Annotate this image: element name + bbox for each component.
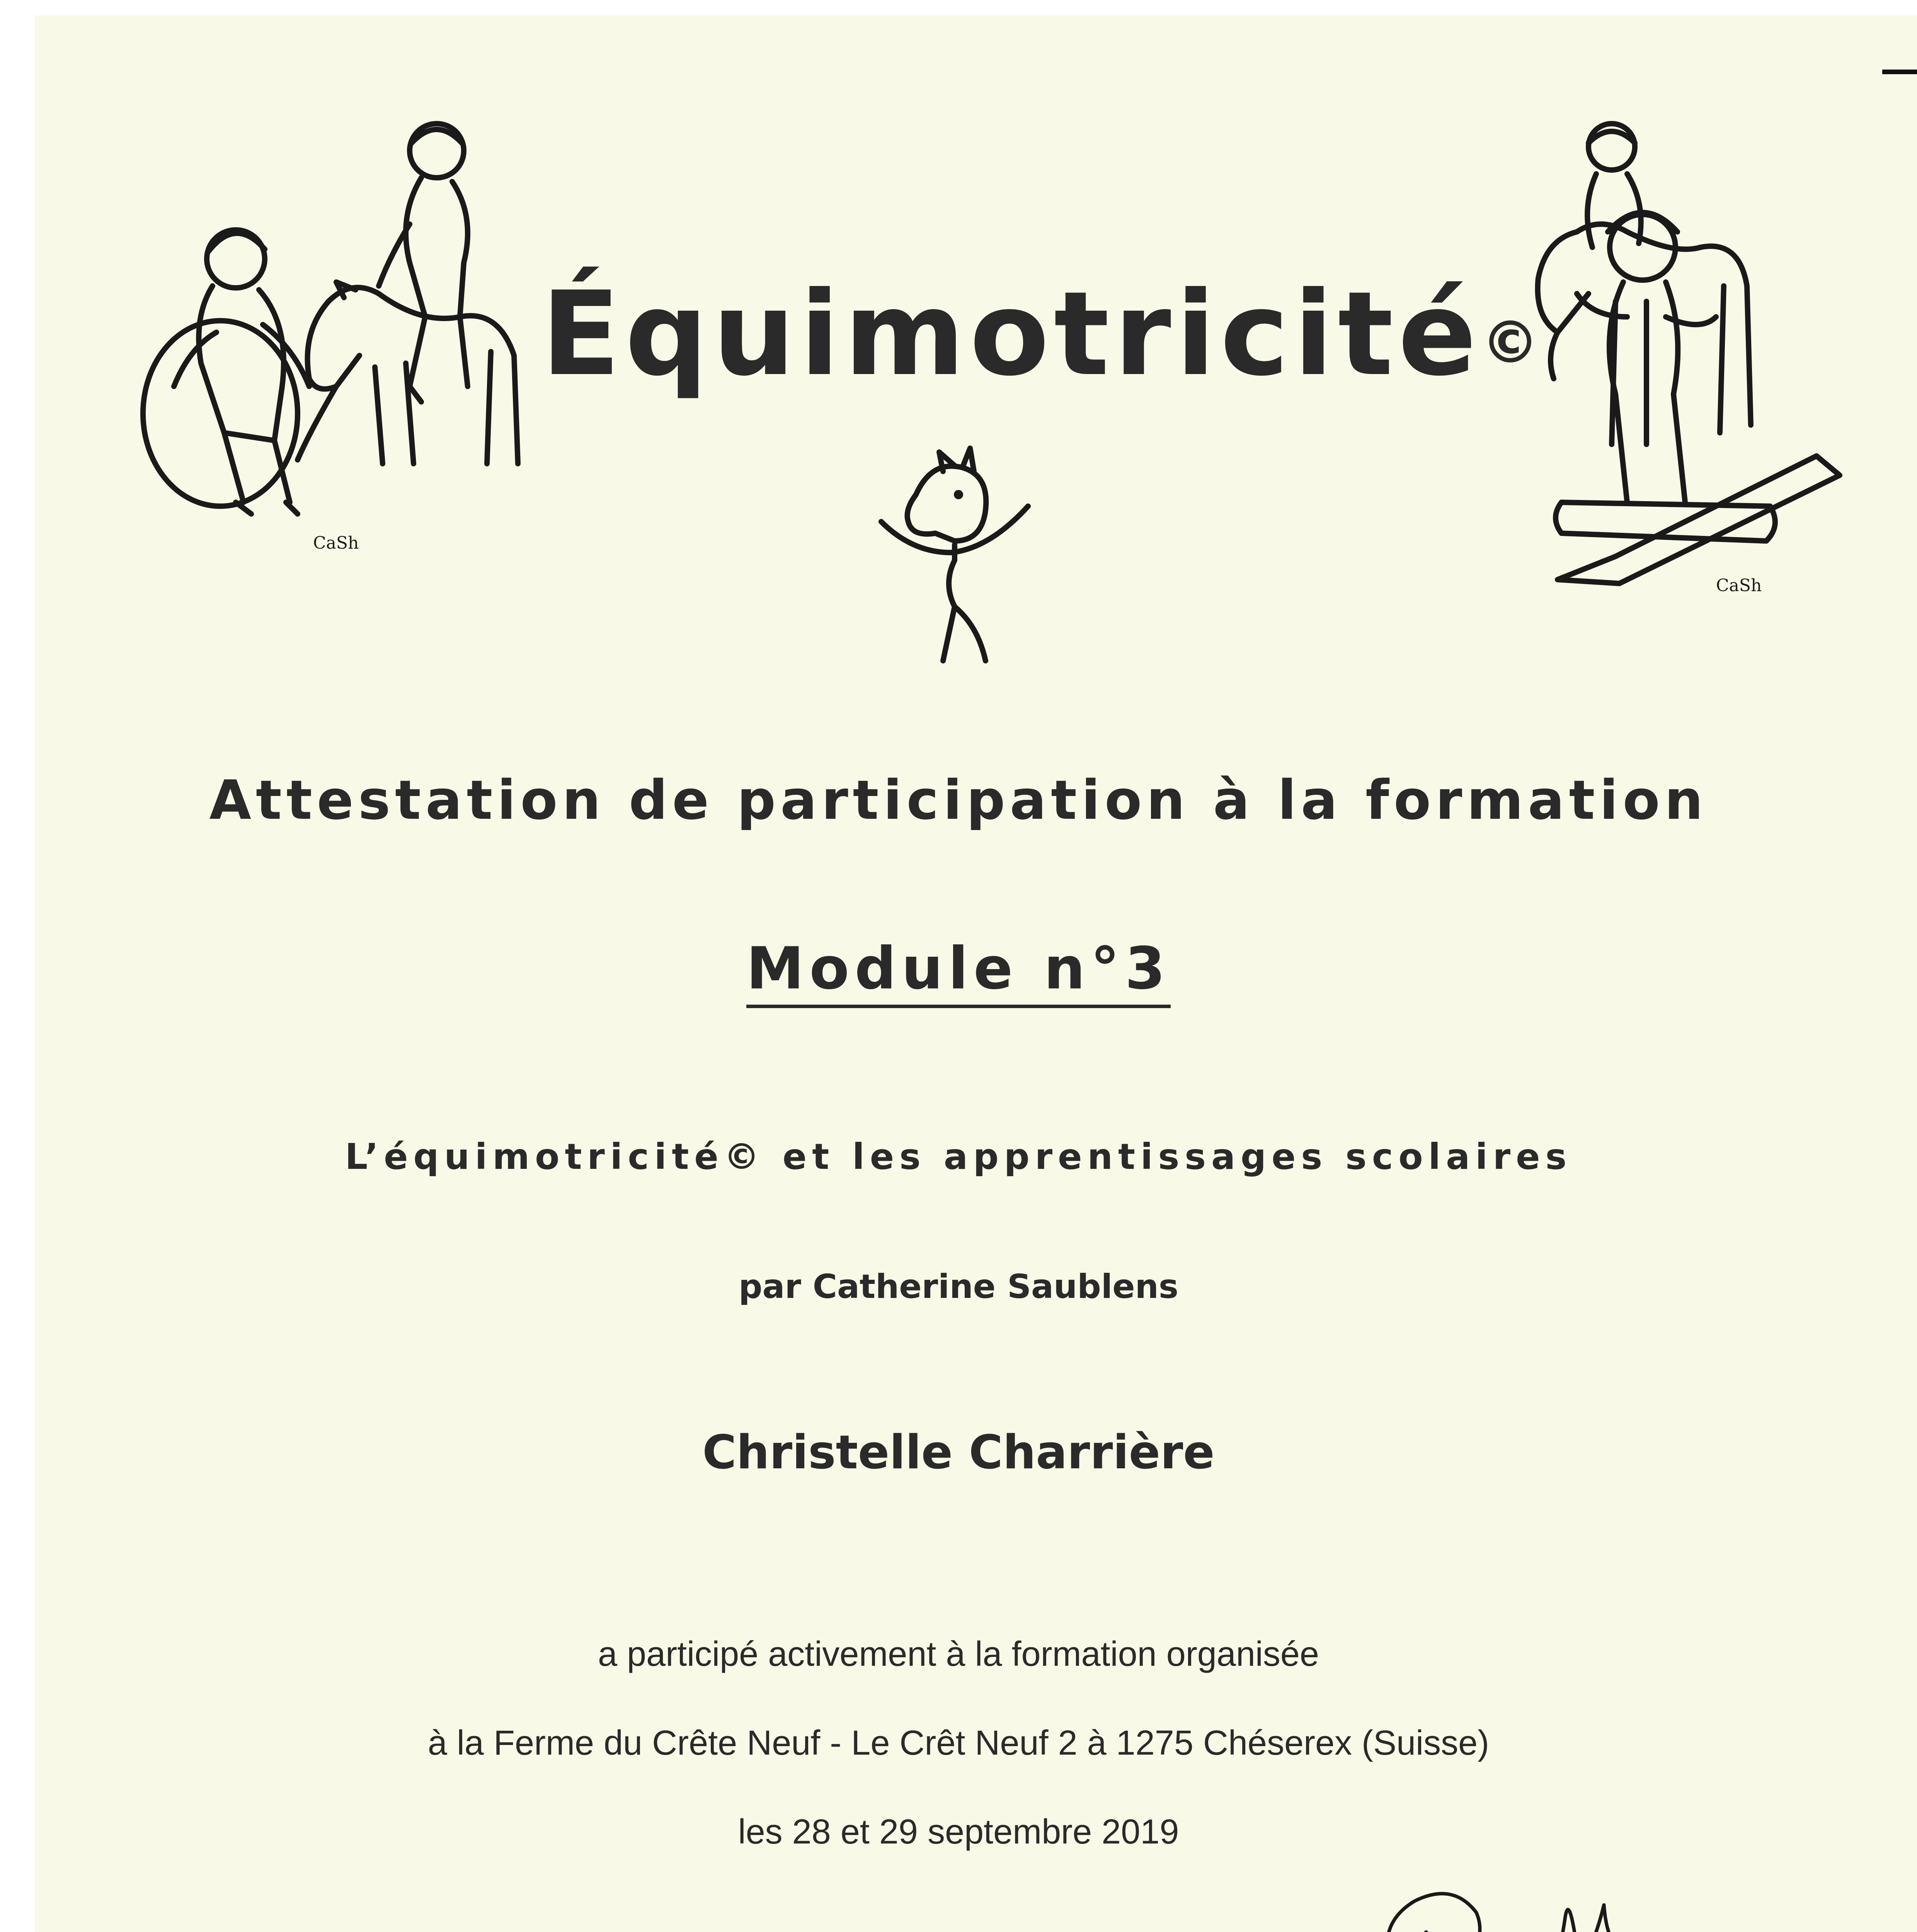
certificate-heading: Attestation de participation à la formation: [209, 769, 1708, 832]
horse-stick-figure-logo: [866, 444, 1044, 668]
svg-text:CaSh: CaSh: [1716, 576, 1762, 595]
handwritten-signature: [1360, 1847, 1708, 1932]
svg-text:CaSh: CaSh: [313, 533, 359, 553]
module-number: Module n°3: [0, 935, 1917, 1002]
scan-top-edge: [0, 0, 1917, 15]
participation-line: a participé activement à la formation organisée: [598, 1635, 1319, 1673]
course-subtitle: L’équimotricité© et les apprentissages scolaires: [345, 1136, 1572, 1177]
certificate-title: Équimotricité©: [541, 267, 1539, 401]
copyright-mark: ©: [1481, 309, 1539, 376]
date-line: les 28 et 29 septembre 2019: [738, 1813, 1179, 1851]
course-author: par Catherine Saublens: [738, 1267, 1179, 1306]
scan-corner-mark: [1882, 70, 1917, 74]
location-line: à la Ferme du Crête Neuf - Le Crêt Neuf 2 à 1275 Chéserex (Suisse): [427, 1724, 1490, 1762]
child-walking-pony-icon: [128, 116, 553, 560]
participant-name: Christelle Charrière: [702, 1426, 1215, 1480]
child-balancing-on-board-icon: [1500, 116, 1847, 618]
